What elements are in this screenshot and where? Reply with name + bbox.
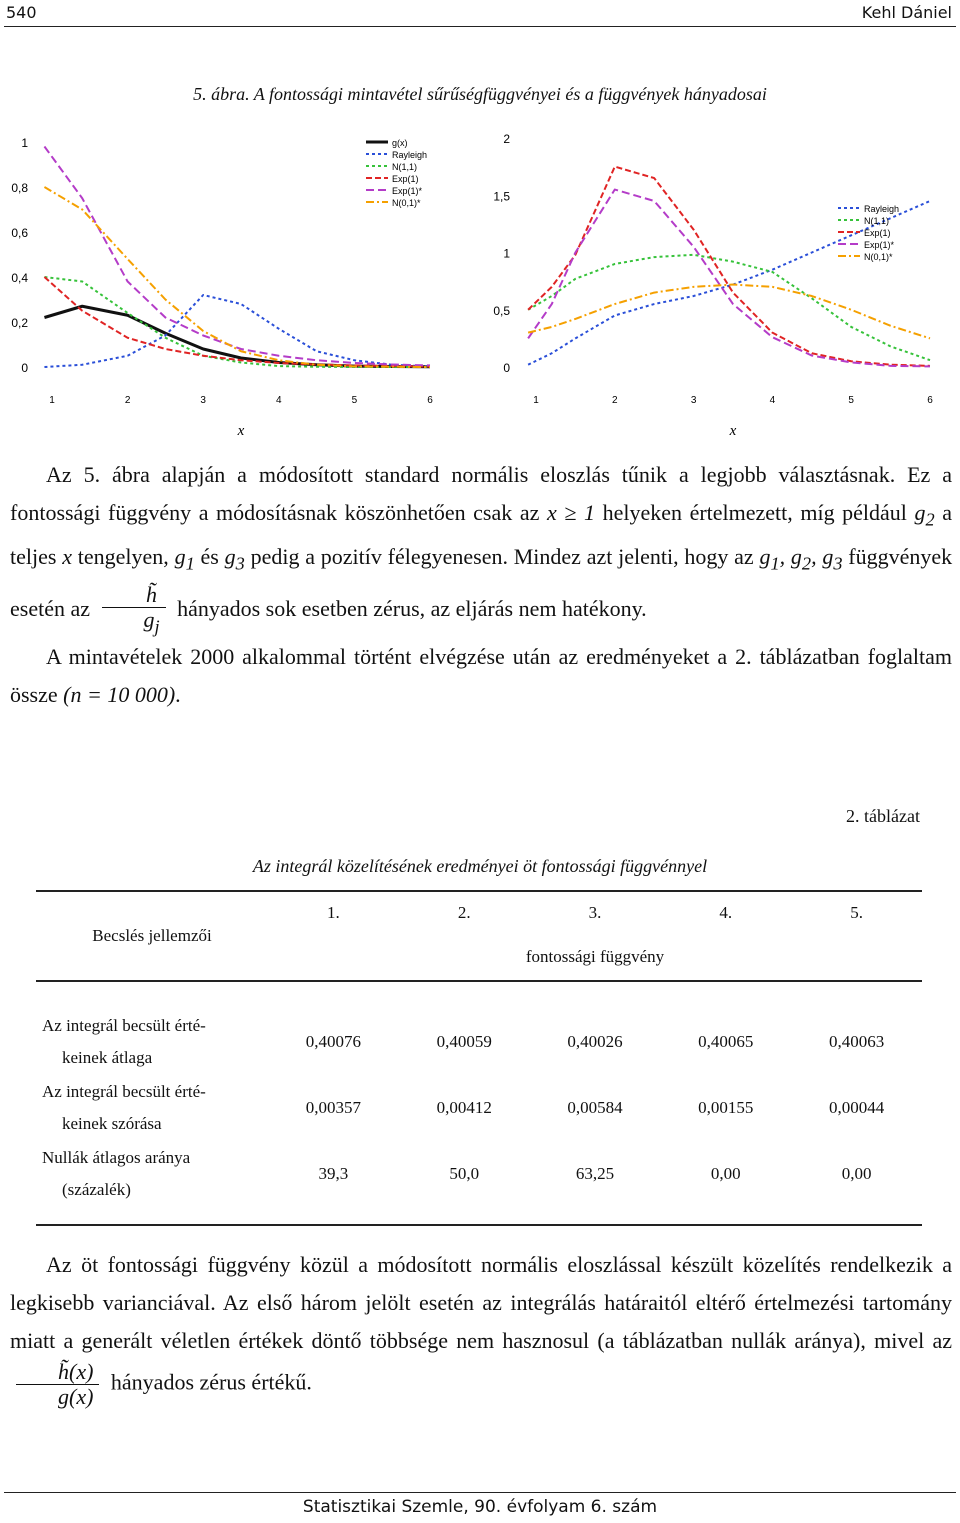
- y-tick-label: 0,5: [493, 303, 510, 318]
- p2-text-a: A mintavételek 2000 alkalommal történt elvégzése után az eredményeket a 2. táblázatban foglaltam össze: [10, 644, 952, 708]
- y-tick-label: 1,5: [493, 189, 510, 204]
- col-num-4: 4.: [719, 903, 733, 922]
- table-cell: 0,40076: [305, 1032, 362, 1051]
- p1-text-i: hányados sok esetben zérus, az eljárás nem hatékony.: [177, 595, 647, 621]
- row-label: Az integrál becsült érté- keinek átlaga: [42, 1016, 206, 1067]
- results-table: [36, 890, 922, 1226]
- x-tick-label: 3: [200, 395, 206, 406]
- x-tick-label: 6: [927, 395, 933, 406]
- left-density-chart: [0, 112, 470, 442]
- x-tick-label: 2: [612, 395, 618, 406]
- x-axis-label: x: [729, 423, 737, 439]
- row-label: Nullák átlagos aránya (százalék): [42, 1148, 191, 1199]
- table-cell: 0,40063: [828, 1032, 885, 1051]
- legend-label: N(1,1): [864, 216, 890, 226]
- p1-text-d: a teljes: [10, 500, 953, 570]
- col-num-5: 5.: [850, 903, 863, 922]
- math-fraction-h-over-g: $\frac{h̃(x)}{g(x)}$: [16, 1360, 99, 1409]
- col-num-2: 2.: [457, 903, 471, 922]
- math-g3: $g_3$: [224, 544, 245, 574]
- legend-label: Exp(1)*: [392, 186, 423, 196]
- header-rule: [4, 26, 956, 27]
- table-caption: Az integrál közelítésének eredményei öt fontossági függvénnyel: [252, 856, 708, 876]
- author-name: Kehl Dániel: [861, 3, 952, 22]
- y-tick-label: 1: [503, 246, 510, 261]
- table-cell: 0,00155: [698, 1098, 754, 1117]
- table-cell: 0,00584: [567, 1098, 623, 1117]
- y-tick-label: 0,4: [11, 271, 28, 285]
- legend-label: N(1,1): [392, 162, 418, 172]
- table-cell: 0,40065: [698, 1032, 754, 1051]
- table-cell: 50,0: [449, 1164, 480, 1183]
- series-line: [528, 255, 930, 360]
- y-tick-label: 0,6: [11, 226, 28, 240]
- x-tick-label: 5: [351, 395, 358, 406]
- series-line: [44, 306, 430, 367]
- legend-label: Exp(1)*: [864, 240, 895, 250]
- legend-label: g(x): [392, 138, 408, 148]
- p1-text-a: Az 5. ábra alapján a módosított standard normális eloszlás tűnik a legjobb választásnak. Ez a fontossági függvény a módosításnak köszönhetően csak az: [10, 462, 952, 525]
- math-g1: $g_1$: [174, 544, 195, 574]
- p1-text-g: pedig a pozitív félegyenesen. Mindez azt jelenti, hogy az: [250, 544, 754, 570]
- paragraph-3: [10, 1246, 952, 1409]
- table-cell: 0,00357: [305, 1098, 362, 1117]
- row-label: Az integrál becsült érté- keinek szórása: [42, 1082, 206, 1133]
- col-num-3: 3.: [588, 903, 602, 922]
- header-cell-left: Becslés jellemzői: [36, 891, 268, 981]
- page-header: [0, 0, 960, 26]
- col-group-label: fontossági függvény: [525, 947, 665, 966]
- legend-label: Rayleigh: [864, 204, 900, 214]
- table-cell: 0,00: [710, 1164, 741, 1183]
- x-tick-label: 6: [427, 395, 433, 406]
- series-line: [44, 147, 430, 366]
- footer-rule: [4, 1492, 956, 1493]
- x-tick-label: 1: [533, 395, 539, 406]
- x-axis-label: x: [237, 423, 245, 439]
- legend-label: Rayleigh: [392, 150, 428, 160]
- y-tick-label: 0: [503, 361, 510, 375]
- y-tick-label: 0,2: [11, 316, 28, 330]
- x-tick-label: 4: [769, 395, 776, 406]
- x-tick-label: 4: [276, 395, 282, 406]
- table-cell: 0,40059: [436, 1032, 492, 1051]
- table-cell: 0,40026: [567, 1032, 623, 1051]
- col-num-1: 1.: [327, 903, 340, 922]
- math-g2: $g_2$: [914, 500, 935, 530]
- p1-text-e: tengelyen,: [77, 544, 169, 570]
- legend-label: Exp(1): [392, 174, 419, 184]
- figure-caption: 5. ábra. A fontossági mintavétel sűrűségfüggvényei és a függvények hányadosai: [193, 84, 767, 104]
- legend-label: N(0,1)*: [864, 252, 893, 262]
- series-line: [44, 187, 430, 367]
- x-tick-label: 1: [49, 395, 55, 406]
- table-cell: 0,00: [841, 1164, 872, 1183]
- table-label: 2. táblázat: [846, 806, 920, 826]
- p1-text-f: és: [200, 544, 219, 570]
- legend-label: Exp(1): [864, 228, 891, 238]
- x-tick-label: 2: [124, 395, 131, 406]
- table-row: [36, 1075, 922, 1141]
- series-line: [528, 285, 930, 339]
- p1-text-h: függvények esetén az: [10, 544, 953, 621]
- x-tick-label: 3: [690, 395, 697, 406]
- legend-label: N(0,1)*: [392, 198, 421, 208]
- y-tick-label: 2: [503, 132, 510, 146]
- p1-text-c: helyeken értelmezett, míg például: [602, 500, 907, 525]
- x-tick-label: 5: [848, 395, 854, 406]
- page-number: 540: [6, 3, 37, 22]
- p3-text-b: hányados zérus értékű.: [110, 1369, 312, 1395]
- table-row: [36, 981, 922, 1075]
- y-tick-label: 0,8: [11, 181, 28, 195]
- p3-text-a: Az öt fontossági függvény közül a módosított normális eloszlással készült közelítés rendelkezik a legkisebb varianciával. Az első három jelölt esetén az integrálás határaitól eltérő értelmezési tartomány miatt a generált véletlen értékek döntő többsége nem hasznosul (a táblázatban nullák aránya), mivel az: [10, 1252, 952, 1353]
- right-ratio-chart: [480, 112, 950, 442]
- table-cell: 0,00044: [828, 1098, 885, 1117]
- series-line: [44, 277, 430, 367]
- table-row: [36, 1141, 922, 1225]
- table-cell: 39,3: [318, 1164, 349, 1183]
- paragraph-1: Az 5. ábra alapján a módosított standard normális eloszlás tűnik a legjobb választásnak. Ez a fontossági függvény a módosításnak köszönhetően csak az x ≥ 1 helyeken értelmezett, míg például $g_2$ a teljes x tengelyen, $g_1$ és $g_3$ pedig a pozitív félegyenesen. Mindez azt jelenti, hogy az $g_1$, $g_2$, $g_3$ függvények esetén az $\frac{h̃}{g_j}$ hányados sok esetben zérus, az eljárás nem hatékony. A mintavételek 2000 alkalommal történt elvégzése után az eredményeket a 2. táblázatban foglaltam össze (n = 10 000).: [10, 462, 953, 708]
- table-cell: 63,25: [575, 1164, 615, 1183]
- y-tick-label: 1: [21, 136, 28, 150]
- table-cell: 0,00412: [436, 1098, 492, 1117]
- series-line: [528, 167, 930, 366]
- page-footer: Statisztikai Szemle, 90. évfolyam 6. szám: [302, 1497, 658, 1517]
- y-tick-label: 0: [21, 361, 28, 375]
- math-x: x: [62, 544, 72, 570]
- table-header-row: [36, 891, 922, 934]
- math-fraction-h-over-gj: $\frac{h̃}{g_j}$: [102, 583, 166, 638]
- math-g123: $g_1$, $g_2$, $g_3$: [759, 544, 843, 574]
- p1-math-x-ge-1: x ≥ 1: [546, 500, 595, 525]
- p2-math-n: (n = 10 000): [63, 682, 176, 708]
